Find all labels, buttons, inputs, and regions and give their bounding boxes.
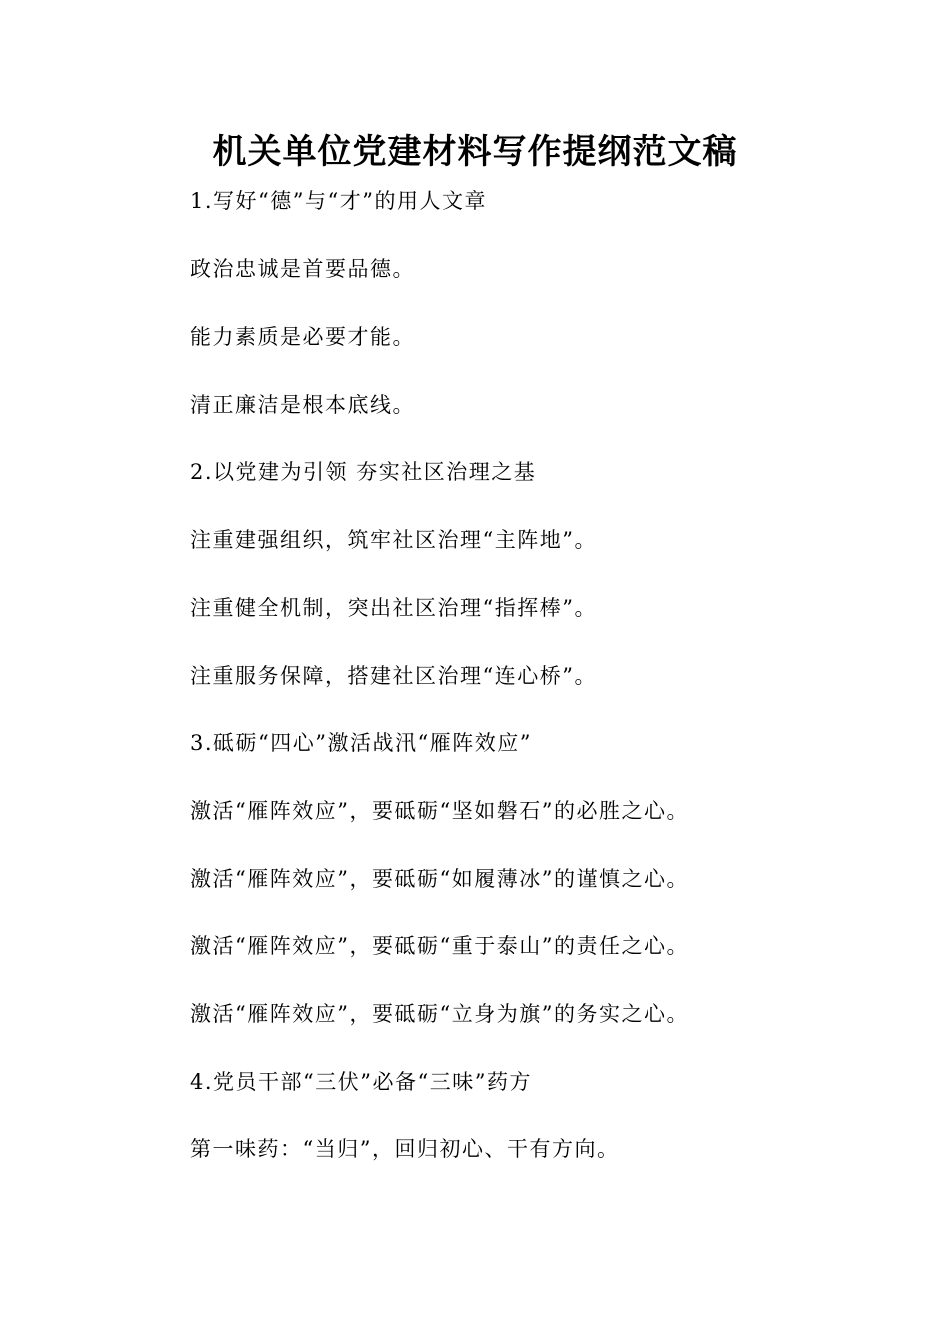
paragraph-line: 注重健全机制，突出社区治理“指挥棒”。 [190,596,597,620]
section-heading-1: 1.写好“德”与“才”的用人文章 [190,189,487,213]
paragraph-line: 注重建强组织，筑牢社区治理“主阵地”。 [190,528,597,552]
paragraph-line: 激活“雁阵效应”，要砥砺“重于泰山”的责任之心。 [190,934,689,958]
paragraph-line: 注重服务保障，搭建社区治理“连心桥”。 [190,664,597,688]
section-heading-3: 3.砥砺“四心”激活战汛“雁阵效应” [190,731,532,755]
paragraph-line: 第一味药：“当归”，回归初心、干有方向。 [190,1137,620,1161]
section-heading-2: 2.以党建为引领 夯实社区治理之基 [190,460,537,484]
paragraph-line: 激活“雁阵效应”，要砥砺“坚如磐石”的必胜之心。 [190,799,689,823]
paragraph-line: 能力素质是必要才能。 [190,325,415,349]
document-title: 机关单位党建材料写作提纲范文稿 [212,132,738,172]
paragraph-line: 激活“雁阵效应”，要砥砺“如履薄冰”的谨慎之心。 [190,867,689,891]
section-heading-4: 4.党员干部“三伏”必备“三味”药方 [190,1070,532,1094]
paragraph-line: 政治忠诚是首要品德。 [190,257,415,281]
paragraph-line: 清正廉洁是根本底线。 [190,393,415,417]
paragraph-line: 激活“雁阵效应”，要砥砺“立身为旗”的务实之心。 [190,1002,689,1026]
